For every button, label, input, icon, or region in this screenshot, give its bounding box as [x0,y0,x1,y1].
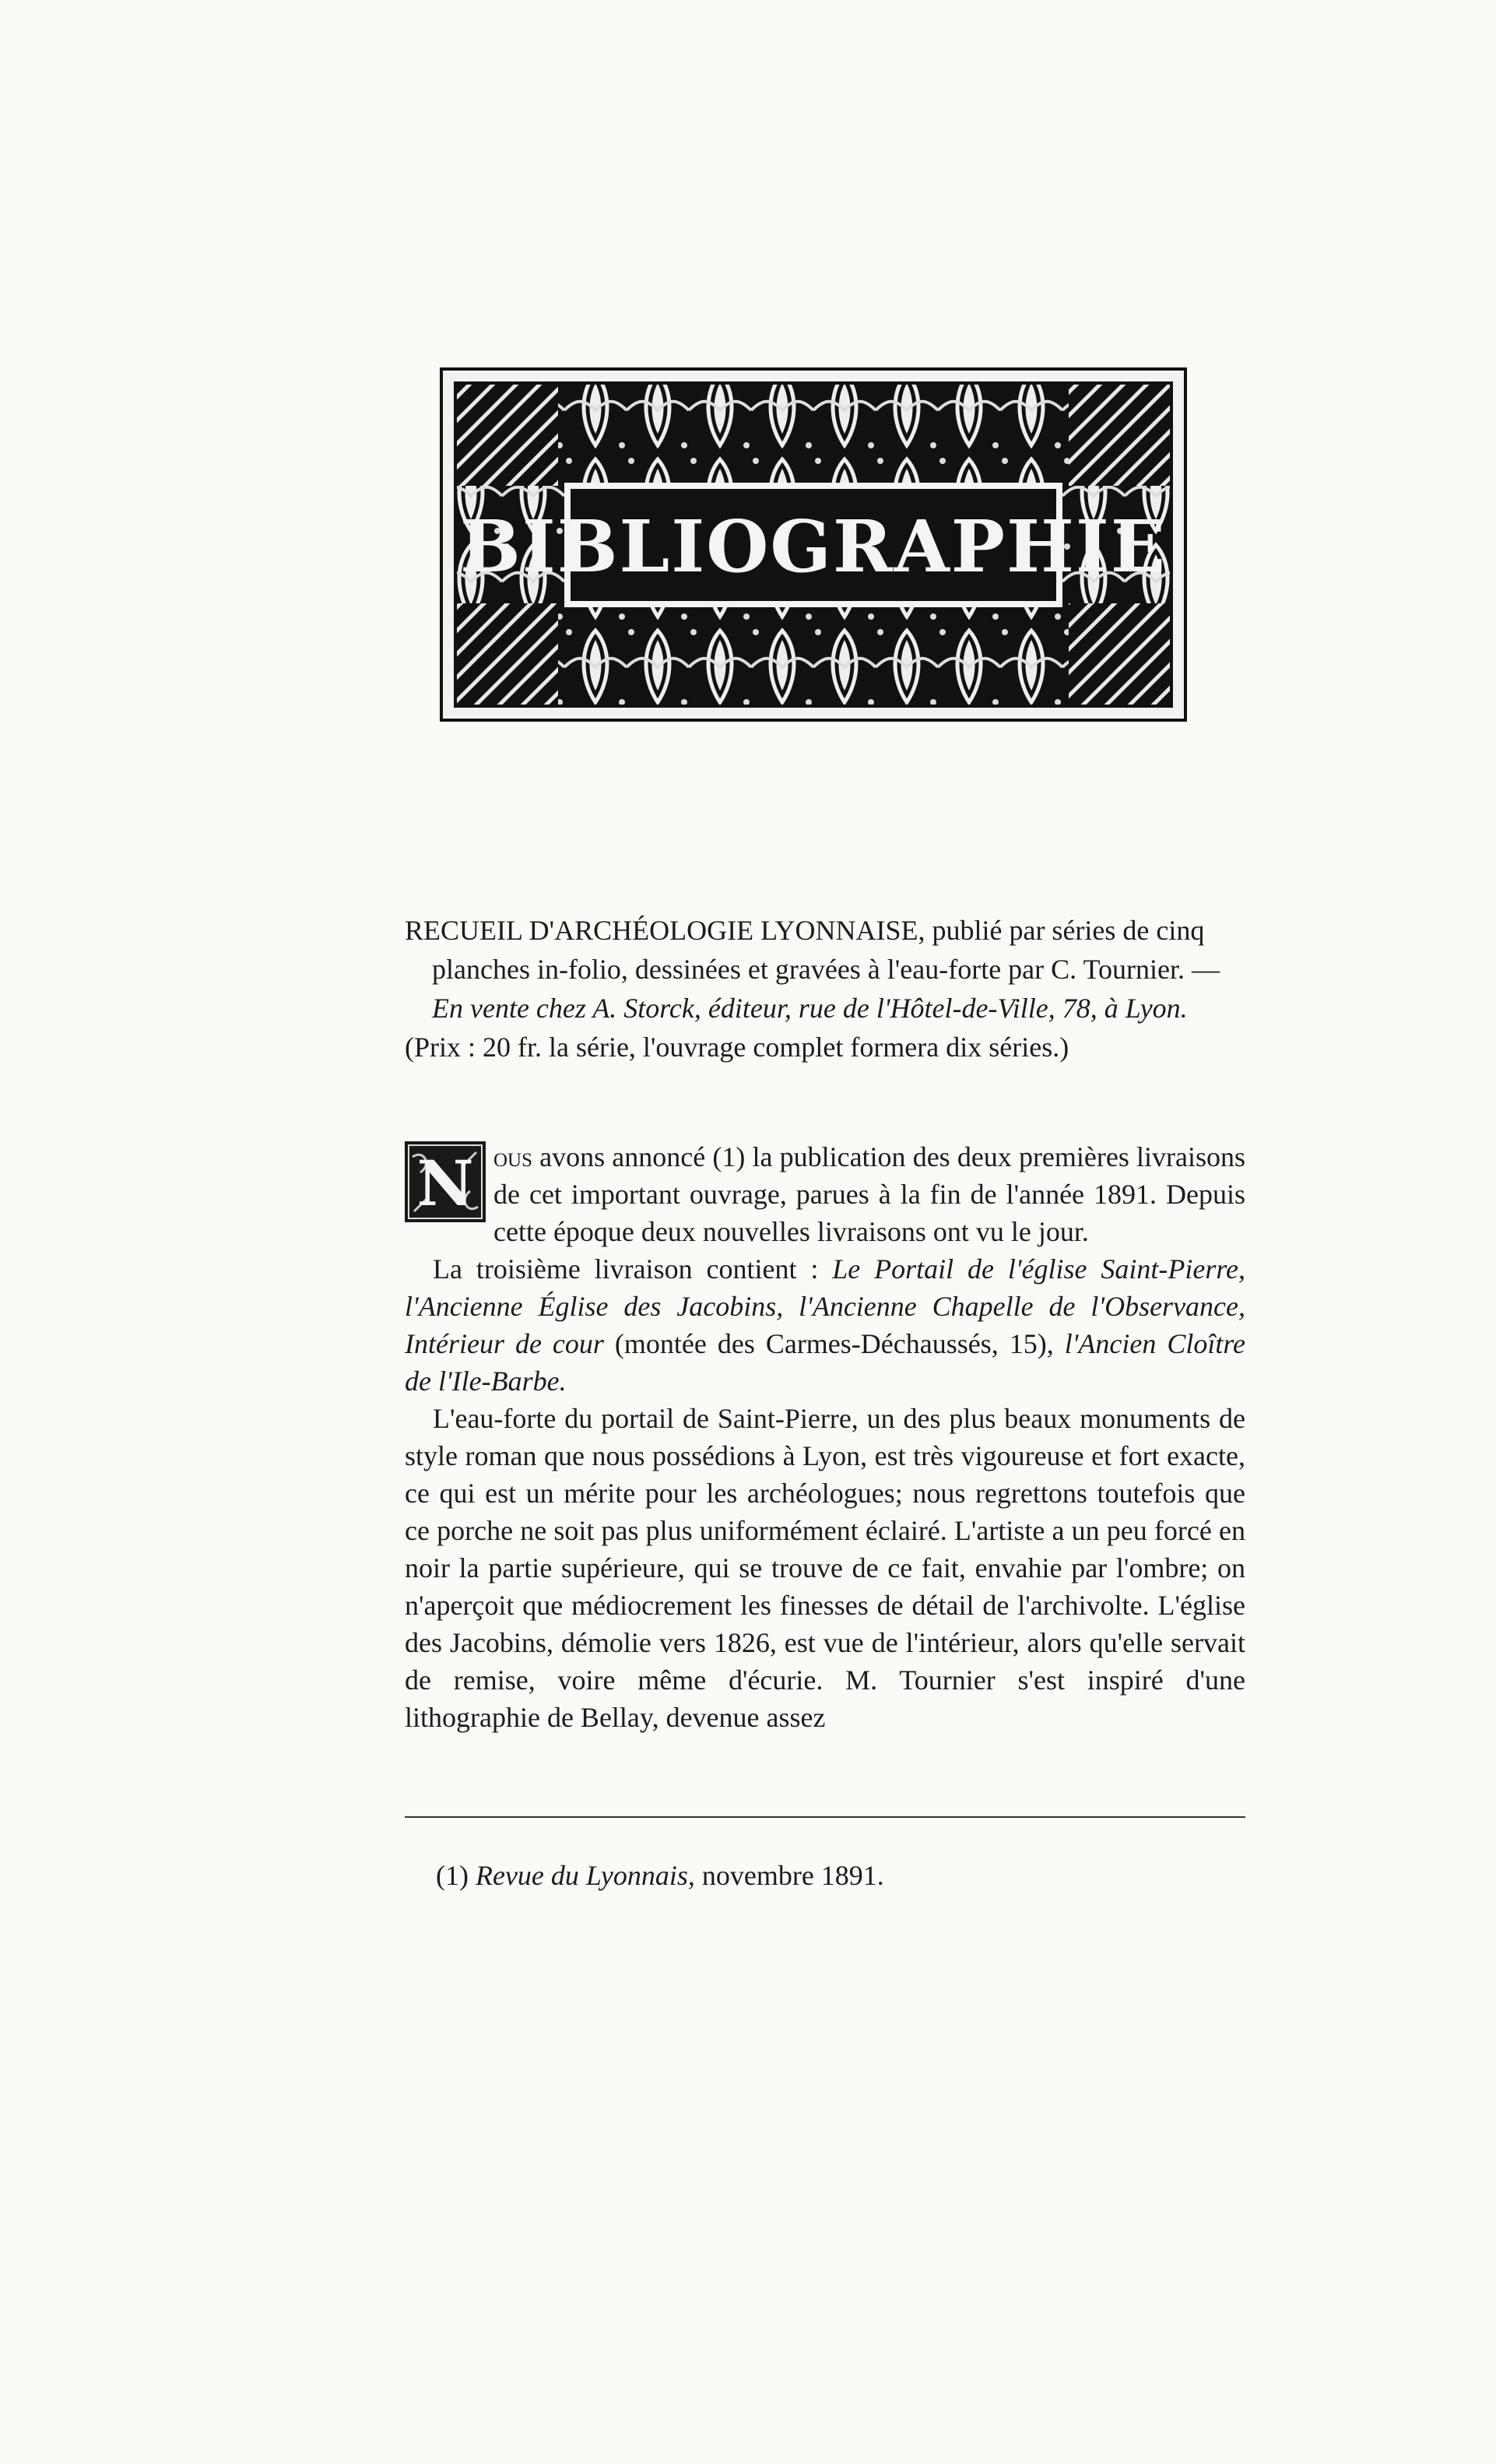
bibliographie-banner [440,367,1187,722]
footnote-divider [405,1816,1245,1818]
entry-citation [405,911,1245,1028]
paragraph-1-text: avons annoncé (1) la publication des deux premières livraisons de cet important ouvrage, parues à la fin de l'année 1891. Depuis cette époque deux nouvelles livraisons ont vu le jour. [493,1141,1245,1247]
entry-description: publié par séries de cinq planches in-folio, dessinées et gravées à l'eau-forte par C. Tournier. [432,915,1205,985]
dropcap-letter: N [416,1147,474,1220]
paragraph-2-start: La troisième livraison contient : [433,1253,833,1285]
paragraph-2 [405,1250,1245,1400]
paragraph-2-italic-2: l'Ancien Cloître de l'Ile-Barbe. [405,1328,1245,1397]
paragraph-2-mid: (montée des Carmes-Déchaussés, 15), [603,1328,1065,1359]
footnote-source: Revue du Lyonnais, [475,1860,695,1891]
paragraph-2-italic-1: Le Portail de l'église Saint-Pierre, l'Ancienne Église des Jacobins, l'Ancienne Chapelle de l'Observance, Intérieur de cour [405,1253,1245,1359]
paragraph-1 [405,1138,1245,1250]
first-word-smallcaps: ous [493,1141,533,1172]
footnote-marker: (1) [436,1860,476,1891]
dropcap-ornament [405,1141,486,1222]
entry-title: RECUEIL D'ARCHÉOLOGIE LYONNAISE, [405,915,925,946]
banner-ornament-svg [440,367,1187,722]
article-body [405,1138,1245,1736]
banner-title: BIBLIOGRAPHIE [459,504,1168,589]
entry-dash: — [1184,954,1220,985]
paragraph-3: L'eau-forte du portail de Saint-Pierre, un des plus beaux monuments de style roman que nous possédions à Lyon, est très vigoureuse et fort exacte, ce qui est un mérite pour les archéologues; nous regrettons toutefois que ce porche ne soit pas plus uniformément éclairé. L'artiste a un peu forcé en noir la partie supérieure, qui se trouve de ce fait, envahie par l'ombre; on n'aperçoit que médiocrement les finesses de détail de l'archivolte. L'église des Jacobins, démolie vers 1826, est vue de l'intérieur, alors qu'elle servait de remise, voire même d'écurie. M. Tournier s'est inspiré d'une lithographie de Bellay, devenue assez [405,1403,1245,1733]
entry-price: (Prix : 20 fr. la série, l'ouvrage complet formera dix séries.) [405,1032,1069,1063]
dropcap-svg [405,1141,486,1222]
entry-sale-info: En vente chez A. Storck, éditeur, rue de l'Hôtel-de-Ville, 78, à Lyon. [432,993,1188,1024]
bibliography-entry [405,911,1245,1067]
footnote [436,1857,1245,1894]
footnote-date: novembre 1891. [694,1860,884,1891]
